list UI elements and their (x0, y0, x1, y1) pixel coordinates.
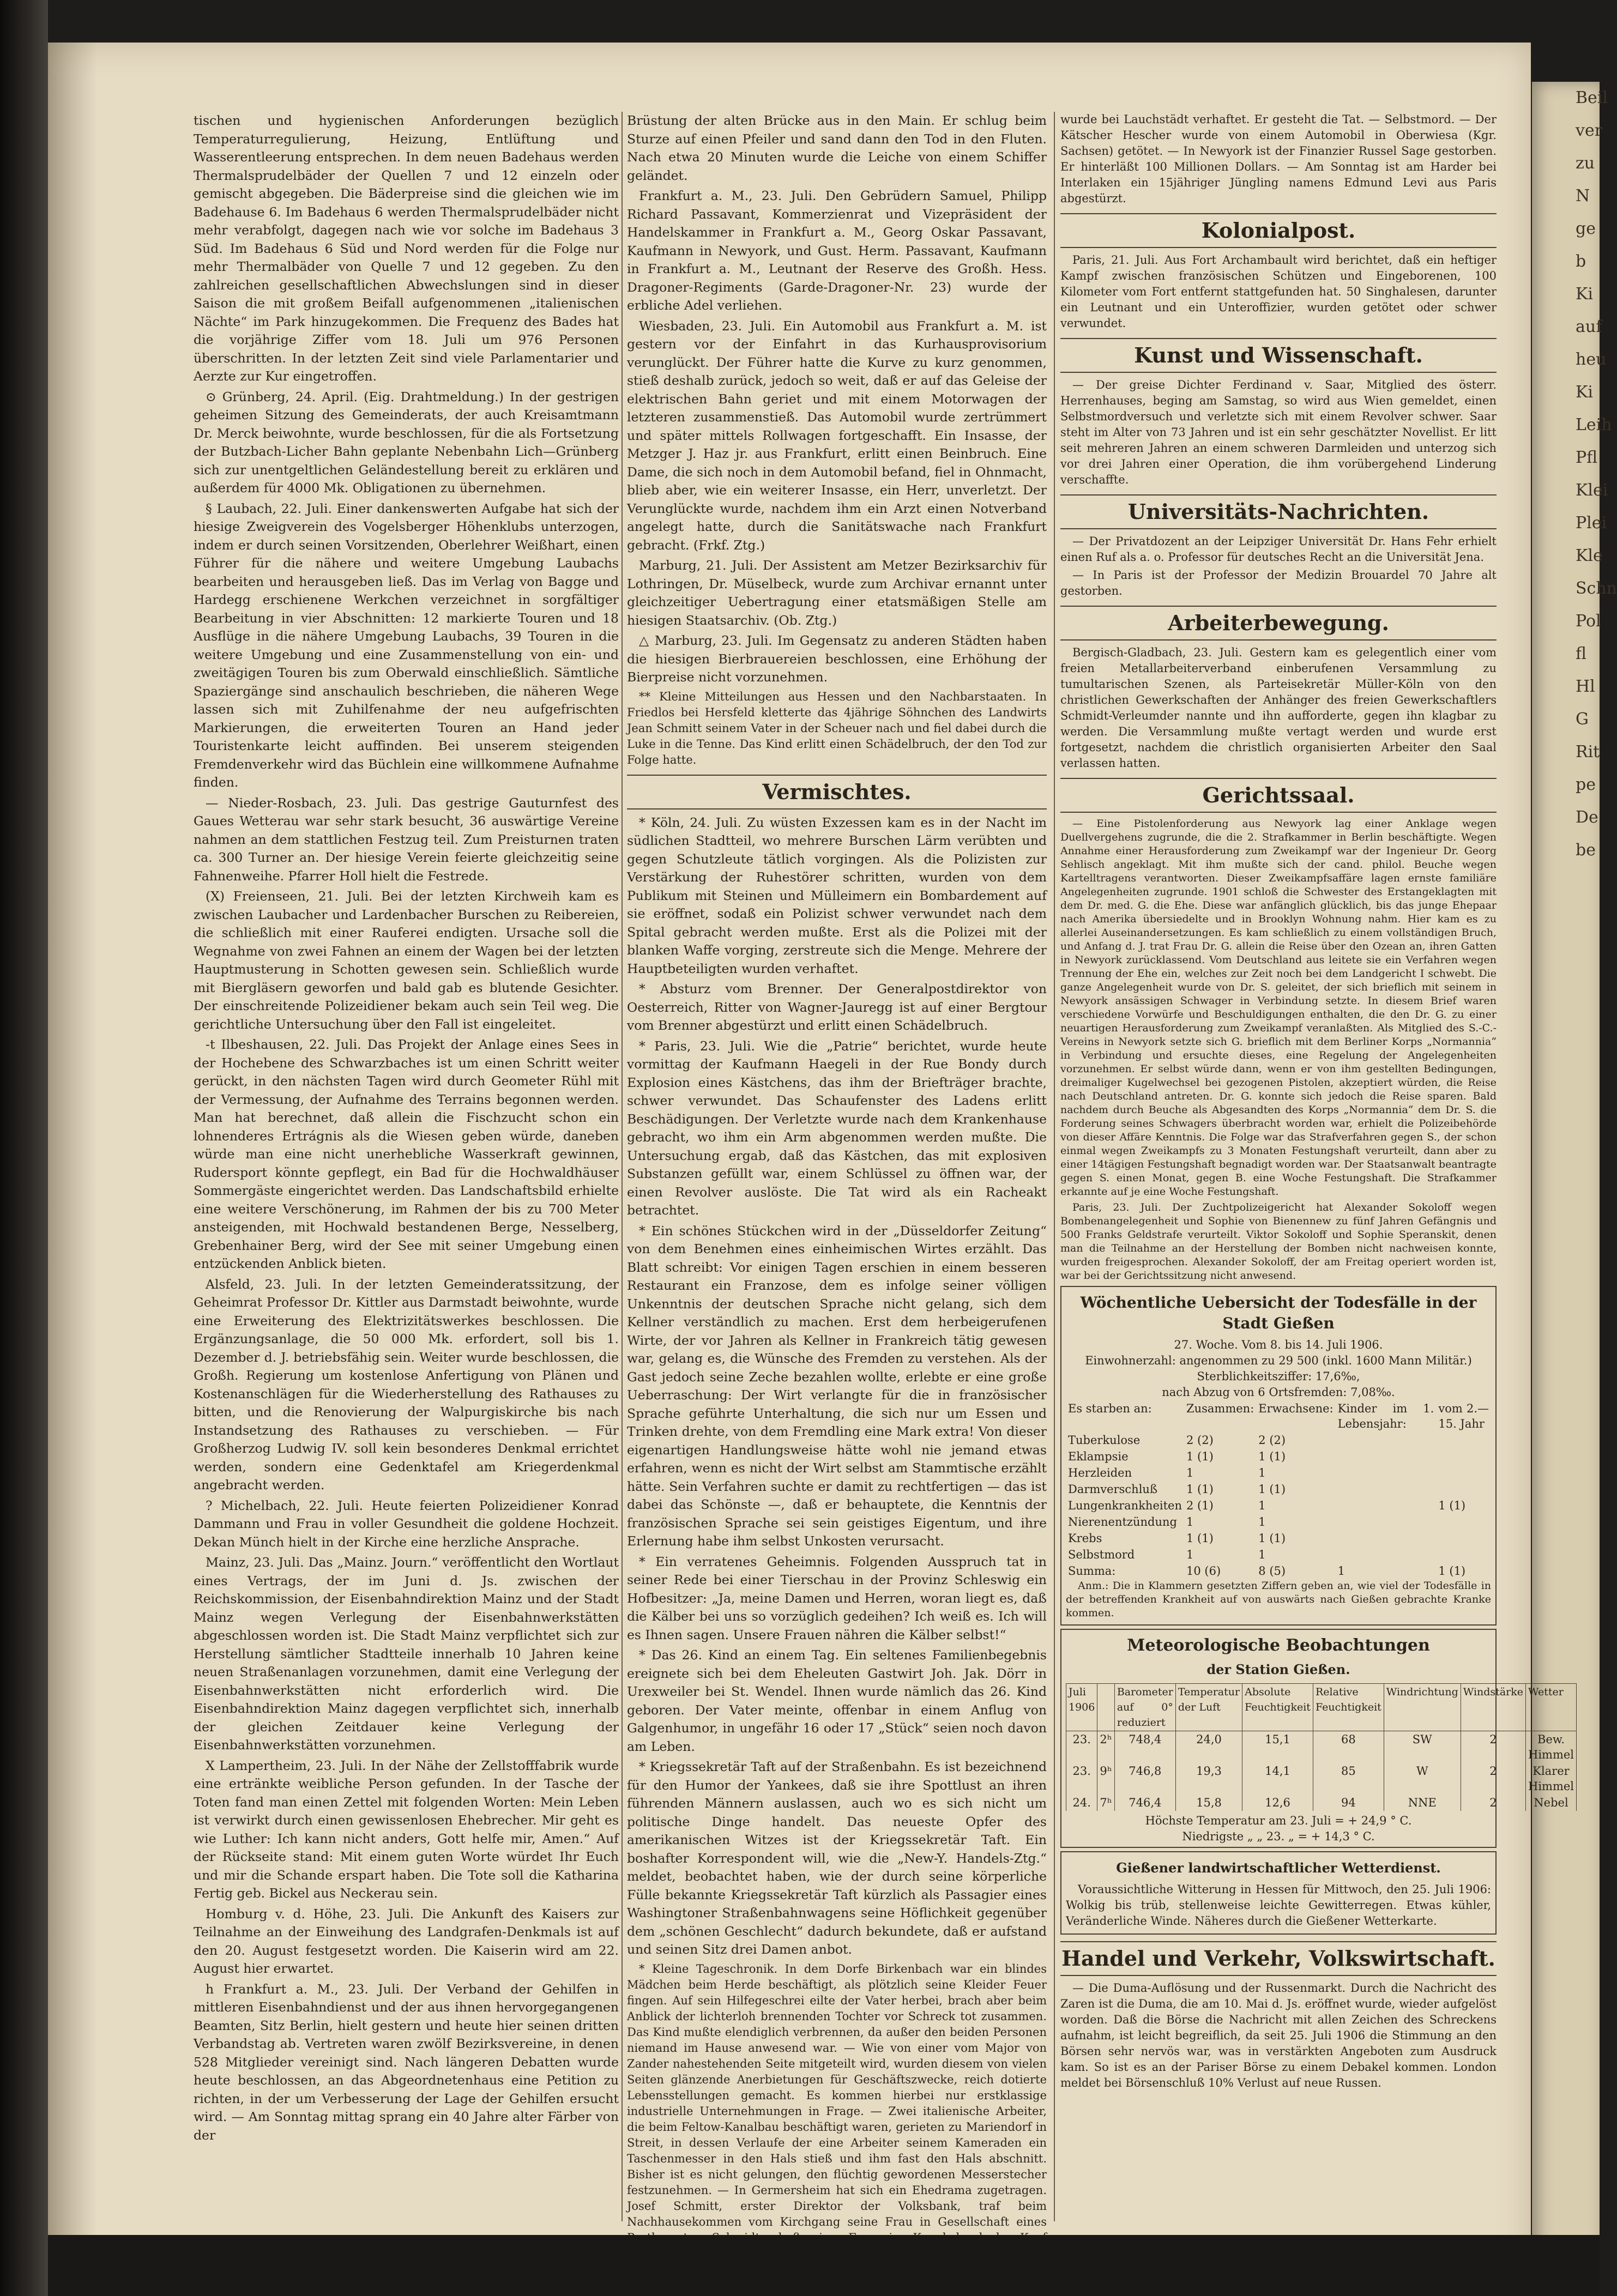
table-header: Absolute Feuchtigkeit (1242, 1684, 1313, 1731)
table-cell: Nierenentzündung (1068, 1515, 1177, 1528)
table-cell: 9ʰ (1097, 1763, 1114, 1794)
article-paragraph: tischen und hygienischen Anforderungen bezüglich Temperaturregulierung, Heizung, Entlüftung und Wasserentleerung entsprechen. In dem neuen Badehaus werden Thermalsprudelbäder der Quellen 7 und 12 einzeln oder gemischt abgegeben. Die Bäderpreise sind die gleichen wie im Badehause 6. Im Badehaus 6 werden Thermalsprudelbäder nicht mehr verabfolgt, dagegen nach wie vor solche im Badehaus 3 Süd. Im Badehaus 6 Süd und Nord werden für die Folge nur mehr Thermalbäder von Quelle 7 und 12 gegeben. Zu den zahlreichen gesellschaftlichen Abwechslungen sind in dieser Saison die mit großem Beifall aufgenommenen „italienischen Nächte“ im Park hinzugekommen. Die Frequenz des Bades hat die vorjährige Ziffer vom 18. Juli um 976 Personen überschritten. In der letzten Zeit sind viele Parlamentarier und Aerzte zur Kur eingetroffen. (194, 113, 619, 384)
adjacent-page-line: Pfl (1576, 448, 1598, 467)
table-header: Windrichtung (1384, 1684, 1461, 1731)
section-heading-vermischtes: Vermischtes. (627, 775, 1047, 809)
table-cell: 1 (1258, 1466, 1266, 1479)
wetterdienst-text: Voraussichtliche Witterung in Hessen für Mittwoch, den 25. Juli 1906: Wolkig bis trüb, stellenweise leichte Gewitterregen. Etwas kühler, Veränderliche Winde. Näheres durch die Gießener Wetterkarte. (1066, 1883, 1491, 1928)
todesfaelle-week: 27. Woche. Vom 8. bis 14. Juli 1906. (1174, 1338, 1383, 1351)
table-cell: 12,6 (1242, 1794, 1313, 1811)
section-heading-gericht: Gerichtssaal. (1060, 778, 1497, 813)
article-paragraph: Paris, 23. Juli. Der Zuchtpolizeigericht hat Alexander Sokoloff wegen Bombenangelegenheit und Sophie von Bienennew zu fünf Jahren Gefängnis und 500 Franks Geldstrafe verurteilt. Viktor Sokoloff und Sophie Speranskit, denen man die Teilnahme an der Herstellung der Bomben nicht nachweisen konnte, wurden freigesprochen. Alexander Sokoloff, der am Freitag operiert worden ist, war bei der Gerichtssitzung nicht anwesend. (1060, 1201, 1497, 1282)
table-header: Kinder im 1. Lebensjahr: (1337, 1402, 1434, 1430)
article-paragraph: △ Marburg, 23. Juli. Im Gegensatz zu anderen Städten haben die hiesigen Bierbrauereien beschlossen, eine Erhöhung der Bierpreise nicht vorzunehmen. (627, 633, 1047, 685)
adjacent-page-line: auf (1576, 317, 1602, 336)
table-cell (1336, 1546, 1437, 1563)
article-paragraph: Paris, 21. Juli. Aus Fort Archambault wird berichtet, daß ein heftiger Kampf zwischen französischen Schützen und Eingeborenen, 100 Kilometer vom Fort entfernt stattgefunden hat. 50 Singhalesen, darunter ein Leutnant und ein Unteroffizier, wurden getötet oder schwer verwundet. (1060, 253, 1497, 330)
table-row (1066, 1530, 1491, 1546)
table-cell: 746,8 (1114, 1763, 1175, 1794)
adjacent-page-line: Kle (1576, 546, 1603, 565)
article-paragraph: — Der Privatdozent an der Leipziger Universität Dr. Hans Fehr erhielt einen Ruf als a. o. Professor für deutsches Recht an die Universität Jena. (1060, 535, 1497, 564)
table-cell (1336, 1514, 1437, 1530)
table-row (1066, 1448, 1491, 1465)
column-1 (194, 112, 619, 2147)
article-paragraph: * Ein verratenes Geheimnis. Folgenden Ausspruch tat in seiner Rede bei einer Tierschau in der Provinz Schleswig ein Hofbesitzer: „Ja, meine Damen und Herren, woran liegt es, daß die Kälber bei uns so vorzüglich gedeihen? Ich weiß es. Ich will es Ihnen sagen. Unsere Frauen nähren die Kälber selbst!“ (627, 1554, 1047, 1642)
table-cell: 19,3 (1175, 1763, 1242, 1794)
column-rule-1 (622, 112, 623, 2221)
adjacent-page-edge (1532, 82, 1617, 2296)
section-heading-universitaet: Universitäts-Nachrichten. (1060, 494, 1497, 529)
article-paragraph: Bergisch-Gladbach, 23. Juli. Gestern kam es gelegentlich einer vom freien Metallarbeiterverband einberufenen Versammlung zu tumultarischen Szenen, als Parteisekretär Müller-Köln von den christlichen Gewerkschaften der Anhänger des freien Gewerkschaftlers Schmidt-Verleumder nannte und ihn aufforderte, gegen ihn klagbar zu werden. Die Versammlung mußte vertagt werden und wurde erst fortgesetzt, nachdem die christlich organisierten Arbeiter den Saal verlassen hatten. (1060, 646, 1497, 770)
meteo-box (1060, 1629, 1574, 1848)
table-cell: 1 (1) (1258, 1450, 1286, 1463)
column-3 (1060, 112, 1574, 2093)
adjacent-page-line: pe (1576, 775, 1596, 794)
section-heading-kunst: Kunst und Wissenschaft. (1060, 338, 1497, 373)
table-cell (1436, 1481, 1491, 1497)
table-cell: Bew. Himmel (1526, 1731, 1577, 1763)
table-header: Windstärke (1461, 1684, 1525, 1731)
article-paragraph: * Das 26. Kind an einem Tag. Ein seltenes Familienbegebnis ereignete sich bei dem Eheleuten Gastwirt Joh. Jak. Dörr in Urexweiler bei St. Wendel. Ihnen wurde nämlich das 26. Kind geboren. Der Vater meinte, offenbar in einem Anflug von Galgenhumor, in ungefähr 16 oder 17 „Stück“ seien noch davon am Leben. (627, 1647, 1047, 1754)
table-cell: 1 (1) (1186, 1483, 1214, 1496)
section-heading-kolonialpost: Kolonialpost. (1060, 213, 1497, 248)
table-cell: 1 (1337, 1564, 1346, 1578)
meteo-min: Niedrigste „ „ 23. „ = + 14,3 ° C. (1182, 1830, 1375, 1843)
table-cell: 1 (1186, 1548, 1194, 1561)
adjacent-page-text (1532, 82, 1617, 867)
page-gutter-shadow (48, 43, 97, 2277)
table-cell: 15,8 (1175, 1794, 1242, 1811)
table-cell: 1 (1) (1438, 1499, 1466, 1512)
table-cell (1436, 1465, 1491, 1481)
table-cell: 1 (1) (1258, 1532, 1286, 1545)
table-cell: 1 (1) (1438, 1564, 1466, 1578)
table-cell: 7ʰ (1097, 1794, 1114, 1811)
article-paragraph: — Die Duma-Auflösung und der Russenmarkt. Durch die Nachricht des Zaren ist die Duma, die am 10. Mai d. Js. eröffnet wurde, wieder aufgelöst worden. Daß die Börse die Nachricht mit allen Zeichen des Schreckens aufnahm, ist leicht begreiflich, da seit 25. Juli 1906 die Stimmung an den Börsen sehr nervös war, was in verstärkten Angeboten zum Ausdruck kam. So ist es an der Pariser Börse zu einem Debakel kommen. London meldet bei Börsenschluß 10% Verlust auf neue Russen. (1060, 1981, 1497, 2089)
adjacent-page-line: Plei (1576, 513, 1607, 533)
todesfaelle-rate: Sterblichkeitsziffer: 17,6‰, (1197, 1370, 1360, 1383)
adjacent-page-line: Beil (1576, 88, 1608, 107)
article-paragraph: * Köln, 24. Juli. Zu wüsten Exzessen kam es in der Nacht im südlichen Stadtteil, wo mehrere Burschen Lärm verübten und gegen Schutzleute tätlich vorgingen. Als die Polizisten zur Verstärkung der Ruhestörer schritten, wurden von dem Publikum mit Steinen und Mülleimern ein Bombardement auf sie eröffnet, sodaß ein Polizist schwer verwundet nach dem Spital gebracht werden mußte. Erst als die Polizei mit der blanken Waffe vorging, zerstreute sich die Menge. Mehrere der Hauptbeteiligten wurden verhaftet. (627, 814, 1047, 976)
article-paragraph: Alsfeld, 23. Juli. In der letzten Gemeinderatssitzung, der Geheimrat Professor Dr. Kittler aus Darmstadt beiwohnte, wurde eine Erweiterung des Elektrizitätswerkes beschlossen. Die Ergänzungsanlage, die 50 000 Mk. erfordert, soll bis 1. Dezember d. J. betriebsfähig sein. Weiter wurde beschlossen, die Großh. Regierung um kostenlose Anfertigung von Plänen und Kostenanschlägen für die Wiederherstellung des Rathauses zu bitten, und die Renovierung der Walpurgiskirche bis nach Instandsetzung des Rathauses zu verschieben. — Für Großherzog Ludwig IV. soll kein besonderes Denkmal errichtet werden, sondern eine Gedenktafel am Kriegerdenkmal angebracht werden. (194, 1276, 619, 1493)
table-header (1097, 1684, 1114, 1731)
table-cell: Klarer Himmel (1526, 1763, 1577, 1794)
table-cell: 746,4 (1114, 1794, 1175, 1811)
article-paragraph: * Ein schönes Stückchen wird in der „Düsseldorfer Zeitung“ von dem Benehmen eines einheimischen Wirtes erzählt. Das Blatt schreibt: Vor einigen Tagen erschien in einem besseren Restaurant ein Franzose, dem es infolge seiner völligen Unkenntnis der deutschen Sprache nicht gelang, sich dem Kellner verständlich zu machen. Erst dem herbeigerufenen Wirte, der vor Jahren als Kellner in Frankreich tätig gewesen war, gelang es, die Wünsche des Fremden zu verstehen. Als der Gast jedoch seine Zeche bezahlen wollte, erlebte er eine große Ueberraschung: Der Wirt verlangte für die in französischer Sprache geführte Unterhaltung, die sich nur um Essen und Trinken drehte, von dem Fremdling eine Mark extra! Von dieser eigenartigen Handlungsweise hätte wohl nie jemand etwas erfahren, wenn es nicht der Wirt selbst am Stammtische erzählt hätte. Sein Verfahren suchte er damit zu rechtfertigen — das ist dabei das Schönste —, daß er behauptete, die Kenntnis der französischen Sprache sei sein geistiges Eigentum, und ihre Erlernung habe ihm selbst Unkosten verursacht. (627, 1223, 1047, 1549)
table-row (1066, 1465, 1491, 1481)
table-header: vom 2.—15. Jahr (1438, 1402, 1489, 1430)
section-heading-arbeiter: Arbeiterbewegung. (1060, 606, 1497, 641)
adjacent-page-line: Hl (1576, 677, 1595, 696)
adjacent-page-line: Ki (1576, 285, 1594, 304)
article-paragraph: Marburg, 21. Juli. Der Assistent am Metzer Bezirksarchiv für Lothringen, Dr. Müselbeck, wurde zum Archivar ernannt unter gleichzeitiger Uebertragung einer etatsmäßigen Stelle am hiesigen Staatsarchiv. (Ob. Ztg.) (627, 558, 1047, 628)
table-cell: Darmverschluß (1068, 1483, 1157, 1496)
adjacent-page-line: N (1576, 186, 1590, 206)
table-row (1066, 1731, 1577, 1763)
table-cell: Krebs (1068, 1532, 1102, 1545)
adjacent-page-line: b (1576, 252, 1586, 271)
article-paragraph: Homburg v. d. Höhe, 23. Juli. Die Ankunft des Kaisers zur Teilnahme an der Einweihung des Landgrafen-Denkmals ist auf den 20. August festgesetzt worden. Die Kaiserin wird am 22. August hier erwartet. (194, 1906, 619, 1976)
article-paragraph: ? Michelbach, 22. Juli. Heute feierten Polizeidiener Konrad Dammann und Frau in voller Gesundheit die goldene Hochzeit. Dekan Münch hielt in der Kirche eine herzliche Ansprache. (194, 1497, 619, 1550)
table-cell: 94 (1313, 1794, 1384, 1811)
table-cell: 10 (6) (1186, 1564, 1221, 1578)
todesfaelle-title: Wöchentliche Uebersicht der Todesfälle in der Stadt Gießen (1080, 1294, 1477, 1332)
adjacent-page-line: Rit (1576, 742, 1600, 762)
table-cell: 1 (1186, 1515, 1194, 1528)
table-cell: 85 (1313, 1763, 1384, 1794)
table-cell: 748,4 (1114, 1731, 1175, 1763)
article-paragraph: — In Paris ist der Professor der Medizin Brouardel 70 Jahre alt gestorben. (1060, 569, 1497, 597)
table-cell: 2 (1461, 1794, 1525, 1811)
table-cell: Tuberkulose (1068, 1434, 1141, 1447)
table-cell: 1 (1258, 1515, 1266, 1528)
table-row (1066, 1514, 1491, 1530)
meteo-subtitle: der Station Gießen. (1206, 1661, 1350, 1677)
table-row (1066, 1432, 1491, 1448)
article-paragraph: * Kriegssekretär Taft auf der Straßenbahn. Es ist bezeichnend für den Humor der Yankees, daß sie ihre Spottlust an ihren führenden Männern auslassen, auch wo es sich nicht um politische Dinge handelt. Das neueste Opfer des amerikanischen Witzes ist der Kriegssekretär Taft. Ein boshafter Korrespondent will, wie die „New-Y. Handels-Ztg.“ meldet, beobachtet haben, wie der durch seine körperliche Fülle bekannte Kriegssekretär Taft kürzlich als Passagier eines Washingtoner Straßenbahnwagens seine Höflichkeit gegenüber dem „schönen Geschlecht“ dadurch bekundete, daß er aufstand und seinen Sitz drei Damen anbot. (627, 1759, 1047, 1957)
table-cell: NNE (1384, 1794, 1461, 1811)
table-cell: 1 (1) (1186, 1450, 1214, 1463)
article-paragraph: ⊙ Grünberg, 24. April. (Eig. Drahtmeldung.) In der gestrigen geheimen Sitzung des Gemeinderats, der auch Kreisamtmann Dr. Merck beiwohnte, wurde beschlossen, für die als Fortsetzung der Butzbach-Licher Bahn geplante Nebenbahn Lich—Grünberg sich zur unentgeltlichen Geländestellung bereit zu erklären und außerdem für 4000 Mk. Obligationen zu übernehmen. (194, 389, 619, 496)
wetterdienst-title: Gießener landwirtschaftlicher Wetterdienst. (1116, 1860, 1441, 1876)
table-header: Barometer auf 0° reduziert (1114, 1684, 1175, 1731)
table-cell (1436, 1546, 1491, 1563)
todesfaelle-table (1066, 1400, 1491, 1579)
table-cell: 1 (1) (1258, 1483, 1286, 1496)
table-row (1066, 1794, 1577, 1811)
table-cell (1436, 1448, 1491, 1465)
adjacent-page-line: heu (1576, 350, 1607, 369)
section-heading-handel: Handel und Verkehr, Volkswirtschaft. (1060, 1941, 1497, 1976)
table-cell: 2ʰ (1097, 1731, 1114, 1763)
article-paragraph: (X) Freienseen, 21. Juli. Bei der letzten Kirchweih kam es zwischen Laubacher und Lardenbacher Burschen zu Reibereien, die schließlich mit einer Rauferei endigten. Ursache soll die Wegnahme von zwei Fahnen an einem der Wagen bei der letzten Hauptmusterung in Schotten gewesen sein. Schließlich wurde mit Biergläsern geworfen und bald gab es blutende Gesichter. Der einschreitende Polizeidiener bekam auch sein Teil weg. Die gerichtliche Untersuchung über den Fall ist eingeleitet. (194, 889, 619, 1032)
bottom-shadow (48, 2235, 1600, 2296)
table-cell: 15,1 (1242, 1731, 1313, 1763)
article-paragraph: Frankfurt a. M., 23. Juli. Den Gebrüdern Samuel, Philipp Richard Passavant, Kommerzienrat und Vizepräsident der Handelskammer in Frankfurt a. M., Georg Oskar Passavant, Kaufmann in Newyork, und Gust. Herm. Passavant, Kaufmann in Frankfurt a. M., Leutnant der Reserve des Großh. Hess. Dragoner-Regiments (Garde-Dragoner-Nr. 23) wurde der erbliche Adel verliehen. (627, 188, 1047, 313)
article-paragraph: ** Kleine Mitteilungen aus Hessen und den Nachbarstaaten. In Friedlos bei Hersfeld kletterte das 4jährige Söhnchen des Landwirts Jean Schmitt seinem Vater in der Scheuer nach und fiel dabei durch die Luke in die Tenne. Das Kind erlitt einen Schädelbruch, der den Tod zur Folge hatte. (627, 690, 1047, 766)
article-paragraph: wurde bei Lauchstädt verhaftet. Er gesteht die Tat. — Selbstmord. — Der Kätscher Hescher wurde von einem Automobil in Oberwiesa (Kgr. Sachsen) getötet. — In Newyork ist der Finanzier Russel Sage gestorben. Er hinterläßt 100 Millionen Dollars. — Am Sonntag ist am Harder bei Interlaken ein 15jähriger Jüngling namens Edmund Levi aus Paris abgestürzt. (1060, 113, 1497, 205)
article-paragraph: * Paris, 23. Juli. Wie die „Patrie“ berichtet, wurde heute vormittag der Kaufmann Haegeli in der Rue Bondy durch Explosion eines Kästchens, das ihm der Briefträger brachte, schwer verwundet. Das Schaufenster des Ladens erlitt Beschädigungen. Der Verletzte wurde nach dem Krankenhause gebracht, wo ihm ein Arm abgenommen werden mußte. Die Untersuchung ergab, daß das Kästchen, das mit explosiven Substanzen gefüllt war, einem Schlüssel zu öffnen war, der einen Revolver auslöste. Die Tat wird als ein Racheakt betrachtet. (627, 1038, 1047, 1218)
article-paragraph: * Kleine Tageschronik. In dem Dorfe Birkenbach war ein blindes Mädchen beim Herde beschäftigt, als plötzlich seine Kleider Feuer fingen. Auf sein Hilfegeschrei eilte der Vater herbei, brach aber beim Anblick der lichterloh brennenden Tochter vor Schreck tot zusammen. Das Kind mußte elendiglich verbrennen, da außer den beiden Personen niemand im Hause anwesend war. — Wie von einer vom Major von Zander nahestehenden Seite mitgeteilt wird, wurden diesem von vielen Seiten glänzende Anerbietungen für Geschäftszwecke, reich dotierte Lebensstellungen gemacht. Es kommen hierbei nur erstklassige industrielle Unternehmungen in Frage. — Zwei italienische Arbeiter, die beim Feltow-Kanalbau beschäftigt waren, gerieten zu Mariendorf in Streit, in dessen Verlaufe der eine Arbeiter seinem Kameraden ein Taschenmesser in den Hals stieß und ihm fast den Hals abschnitt. Bisher ist es nicht gelungen, den flüchtig gewordenen Messerstecher festzunehmen. — In Germersheim hat sich ein Ehedrama zugetragen. Josef Schmitt, erster Direktor der Volksbank, traf beim Nachhausekommen vom Kirchgang seine Frau in Gesellschaft eines (627, 1962, 1047, 2228)
table-cell (1336, 1465, 1437, 1481)
article-paragraph: -t Ilbeshausen, 22. Juli. Das Projekt der Anlage eines Sees in der Hochebene des Schwarzbaches ist um einen Schritt weiter gerückt, in den nächsten Tagen wird durch Geometer Rühl mit der Vermessung, der Aufnahme des Terrains begonnen werden. Man hat berechnet, daß allein die Fischzucht schon ein lohnenderes Ertrágnis als die Wiesen geben würde, daneben würde man eine nicht unerhebliche Wasserkraft gewinnen, Rudersport könnte gepflegt, ein Bad für die Hochwaldhäuser Sommergäste eingerichtet werden. Das Landschaftsbild erhielte eine weitere Verschönerung, im Rahmen der bis zu 700 Meter ansteigenden, mit Hochwald bestandenen Berge, Nesselberg, Grebenhainer Berg, wird der See mit seiner Umgebung einen entzückenden Anblick bieten. (194, 1037, 619, 1271)
table-cell (1436, 1514, 1491, 1530)
todesfaelle-rate-adjusted: nach Abzug von 6 Ortsfremden: 7,08‰. (1162, 1386, 1395, 1399)
table-cell: 14,1 (1242, 1763, 1313, 1794)
table-cell: W (1384, 1763, 1461, 1794)
wetterdienst-box (1060, 1851, 1497, 1935)
table-cell (1436, 1432, 1491, 1448)
todesfaelle-box (1060, 1286, 1497, 1626)
table-cell: 2 (2) (1186, 1434, 1214, 1447)
table-row (1066, 1563, 1491, 1579)
adjacent-page-line: Ki (1576, 383, 1594, 402)
table-cell: 1 (1258, 1548, 1266, 1561)
table-cell: SW (1384, 1731, 1461, 1763)
table-cell: 68 (1313, 1731, 1384, 1763)
table-cell: Nebel (1526, 1794, 1577, 1811)
column-rule-2 (1054, 112, 1055, 2221)
adjacent-page-line: zu (1576, 154, 1595, 173)
article-paragraph: — Der greise Dichter Ferdinand v. Saar, Mitglied des österr. Herrenhauses, beging am Samstag, so wird aus Wien gemeldet, einen Selbstmordversuch und verletzte sich mit einem Revolver schwer. Saar steht im Alter von 73 Jahren und ist ein sehr geschätzter Novellist. Er litt seit mehreren Jahren an einem schweren Darmleiden und unterzog sich vor drei Jahren einer Operation, die ihm vorübergehend Linderung verschaffte. (1060, 378, 1497, 486)
table-header: Es starben an: (1068, 1402, 1152, 1415)
table-cell (1336, 1530, 1437, 1546)
table-cell: 24. (1066, 1794, 1097, 1811)
table-cell: Herzleiden (1068, 1466, 1132, 1479)
article-paragraph: Wiesbaden, 23. Juli. Ein Automobil aus Frankfurt a. M. ist gestern vor der Einfahrt in das Kurhausprovisorium verunglückt. Der Führer hatte die Kurve zu kurz genommen, stieß deshalb zurück, jedoch so weit, daß er auf das Geleise der elektrischen Bahn geriet und mit einem Motorwagen der letzteren zusammenstieß. Das Automobil wurde zertrümmert und später mittels Rollwagen fortgeschafft. Ein Insasse, der Metzger J. Haz jr. aus Frankfurt, erlitt einen Beinbruch. Eine Dame, die sich noch in dem Automobil befand, fiel in Ohnmacht, blieb aber, wie ein weiterer Insasse, ein Herr, unverletzt. Der Verunglückte wurde, nachdem ihm ein Arzt einen Notverband angelegt hatte, durch die Sanitätswache nach Frankfurt gebracht. (Frkf. Ztg.) (627, 318, 1047, 553)
table-header: Erwachsene: (1258, 1402, 1334, 1415)
meteo-title: Meteorologische Beobachtungen (1127, 1636, 1430, 1655)
table-cell: 1 (1) (1186, 1532, 1214, 1545)
table-row (1066, 1481, 1491, 1497)
article-paragraph: h Frankfurt a. M., 23. Juli. Der Verband der Gehilfen in mittleren Eisenbahndienst und der aus ihnen hervorgegangenen Beamten, Sitz Berlin, hielt gestern und heute hier seinen dritten Verbandstag ab. Vertreten waren zwölf Bezirksvereine, in denen 528 Mitglieder vereinigt sind. Nach längeren Debatten wurde heute beschlossen, an das Abgeordnetenhaus eine Petition zu richten, in der um Verbesserung der Lage der Gehilfen ersucht wird. — Am Sonntag mittag sprang ein 40 Jahre alter Färber von der (194, 1981, 619, 2143)
article-paragraph: X Lampertheim, 23. Juli. In der Nähe der Zellstofffabrik wurde eine ertränkte weibliche Person gefunden. In der Tasche der Toten fand man einen Zettel mit folgenden Worten: Mein Leben ist verwirkt durch einen gewissenlosen Ehebrecher. Mir geht es wie Luther: Ich kann nicht anders, Gott helfe mir, Amen.“ Auf der Rückseite stand: Mit einem guten Worte würdet Ihr Euch und mir die Schande erspart haben. Die Tote soll die Katharina Fertig geb. Bickel aus Neckerau sein. (194, 1757, 619, 1901)
table-cell: Lungenkrankheiten (1068, 1499, 1182, 1512)
table-cell: 8 (5) (1258, 1564, 1286, 1578)
table-header: Zusammen: (1186, 1402, 1254, 1415)
article-paragraph: Brüstung der alten Brücke aus in den Main. Er schlug beim Sturze auf einen Pfeiler und sand dann den Tod in den Fluten. Nach etwa 20 Minuten wurde die Leiche von einem Schiffer geländet. (627, 113, 1047, 183)
adjacent-page-line: Pol (1576, 612, 1601, 631)
table-cell: 23. (1066, 1731, 1097, 1763)
article-paragraph: — Eine Pistolenforderung aus Newyork lag einer Anklage wegen Duellvergehens zugrunde, die die 2. Strafkammer in Berlin beschäftigte. Wegen Annahme einer Herausforderung zum Zweikampf war der Ingenieur Dr. Georg Sehlisch angeklagt. Mit ihm mußte sich der cand. philol. Beuche wegen Kartelltragens verantworten. Dieser Zweikampfsaffäre lagen ernste familiäre Angelegenheiten zugrunde. 1901 schloß die Schwester des Erstangeklagten mit dem Dr. med. G. die Ehe. Diese war anfänglich glücklich, bis das junge Ehepaar nach Amerika übersiedelte und in Brooklyn Wohnung nahm. Hier kam es zu allerlei Auseinandersetzungen. Es kam schließlich zu einem vollständigen Bruch, und Anfang d. J. trat Frau Dr. G. allein die Reise über den Ozean an, ihren Gatten in Newyork zurücklassend. Vom Deutschland aus leitete sie ein Verfahren wegen Trennung der Ehe ein, welches zur Zeit noch bei dem Landgericht I schwebt. Die ganze Angelegenheit wurde von Dr. S. geleitet, der sich brieflich mit seinem in Newyork ansässigen Schwager in Verbindung setzte. In diesem Brief waren verschiedene Vorwürfe und Beschuldigungen enthalten, die den Dr. G. zu einer neuartigen Herausforderung zum Zweikampf veranlaßten. Als Mitglied des S.-C.-Vereins in Newyork setzte sich G. brieflich mit dem Berliner Korps „Normannia“ in Verbindung und ersuchte dieses, eine Regelung der Angelegenheiten vorzunehmen. Er selbst würde dann, wenn er von ihm gestellten Bedingungen, dreimaliger Kugelwechsel bei gezogenen Pistolen, akzeptiert würden, die Reise nach Deutschland antreten. Dr. G. konnte sich jedoch die Reise sparen. Bald nachdem durch Beuche als Abgesandten des Korps „Normannia“ dem Dr. S. die Forderung seines Schwagers überbracht worden war, erhielt die Polizeibehörde von dieser Affäre Kenntnis. Die Folge war das Strafverfahren gegen S., der schon einmal wegen Zweikampfs zu 3 Monaten Festungshaft verurteilt, dann aber zu einer 14tägigen Festungshaft begnadigt worden war. Der Staatsanwalt beantragte gegen S. einen Monat, gegen B. eine Woche Festungshaft. Die Strafkammer erkannte auf je eine Woche Festungshaft. (1060, 818, 1497, 1198)
todesfaelle-population: Einwohnerzahl: angenommen zu 29 500 (inkl. 1600 Mann Militär.) (1085, 1354, 1472, 1367)
table-row (1066, 1546, 1491, 1563)
table-cell: 23. (1066, 1763, 1097, 1794)
table-cell: 2 (2) (1258, 1434, 1286, 1447)
article-paragraph: * Absturz vom Brenner. Der Generalpostdirektor von Oesterreich, Ritter von Wagner-Jauregg ist auf einer Bergtour vom Brenner abgestürzt und erlitt einen Schädelbruch. (627, 981, 1047, 1033)
table-cell (1436, 1530, 1491, 1546)
meteo-table (1066, 1683, 1577, 1811)
table-cell: 1 (1186, 1466, 1194, 1479)
table-cell: Selbstmord (1068, 1548, 1135, 1561)
meteo-max: Höchste Temperatur am 23. Juli = + 24,9 ° C. (1145, 1814, 1412, 1827)
table-cell (1336, 1481, 1437, 1497)
table-header: Juli 1906 (1066, 1684, 1097, 1731)
adjacent-page-line: Schn (1576, 579, 1617, 598)
adjacent-page-line: Klei (1576, 481, 1608, 500)
adjacent-page-line: De (1576, 808, 1598, 827)
table-row (1066, 1497, 1491, 1514)
article-paragraph: § Laubach, 22. Juli. Einer dankenswerten Aufgabe hat sich der hiesige Zweigverein des Vogelsberger Höhenklubs unterzogen, indem er durch seinen Vorsitzenden, Oberlehrer Weißhart, einen Führer für die nähere und weitere Umgebung Laubachs bearbeiten und herausgeben ließ. Das im Verlag von Bagge und Hardegg erschienene Werkchen verzeichnet in sorgfältiger Bearbeitung in vier Abschnitten: 12 markierte Touren und 18 Ausflüge in die nähere Umgebung Laubachs, 39 Touren in die weitere Umgebung und eine Zusammenstellung von ein- und zweitägigen Touren bis zum Oberwald einschließlich. Sämtliche Spaziergänge sind anschaulich beschrieben, die näheren Wege lassen sich mit Zuhilfenahme der neu aufgefrischten Markierungen, die erweiterten Touren an Hand jeder Touristenkarte leicht auffinden. Bei unserem steigenden Fremdenverkehr wird das Büchlein eine willkommene Aufnahme finden. (194, 500, 619, 790)
table-cell: 2 (1461, 1763, 1525, 1794)
table-cell: Summa: (1068, 1564, 1116, 1578)
table-cell: 1 (1258, 1499, 1266, 1512)
table-cell: Eklampsie (1068, 1450, 1129, 1463)
table-header: Relative Feuchtigkeit (1313, 1684, 1384, 1731)
table-cell: 2 (1) (1186, 1499, 1214, 1512)
table-cell (1336, 1448, 1437, 1465)
table-header: Wetter (1526, 1684, 1577, 1731)
table-cell: 24,0 (1175, 1731, 1242, 1763)
adjacent-page-line: fl (1576, 644, 1587, 663)
article-paragraph: — Nieder-Rosbach, 23. Juli. Das gestrige Gauturnfest des Gaues Wetterau war sehr stark besucht, 36 auswärtige Vereine nahmen an dem stattlichen Festzug teil. Zum Preisturnen traten ca. 300 Turner an. Der hiesige Verein feierte gleichzeitig seine Fahnenweihe. Pfarrer Holl hielt die Festrede. (194, 795, 619, 884)
article-paragraph: Mainz, 23. Juli. Das „Mainz. Journ.“ veröffentlicht den Wortlaut eines Vertrags, der im Juni d. Js. zwischen der Reichskommission, der Eisenbahndirektion Mainz und der Stadt Mainz wegen Verlegung der Eisenbahnwerkstätten abgeschlossen worden ist. Die Stadt Mainz verpflichtet sich zur Herstellung sämtlicher Stadtteile innerhalb 10 Jahren keine neuen Straßenanlagen vorzunehmen, damit eine Verlegung der Eisenbahnwerkstätten nicht erforderlich wird. Die Eisenbahndirektion Mainz dagegen verpflichtet sich, innerhalb der gleichen Zeitdauer keine Verlegung der Eisenbahnwerkstätten vorzunehmen. (194, 1555, 619, 1753)
adjacent-page-line: ge (1576, 219, 1596, 238)
column-2 (627, 112, 1047, 2280)
table-cell (1336, 1432, 1437, 1448)
adjacent-page-line: Leih (1576, 415, 1612, 434)
table-cell (1336, 1497, 1437, 1514)
binding-shadow-left (0, 0, 48, 2296)
adjacent-page-line: G (1576, 710, 1589, 729)
adjacent-page-line: be (1576, 841, 1596, 860)
adjacent-page-line: ver (1576, 121, 1603, 140)
table-cell: 2 (1461, 1731, 1525, 1763)
table-row (1066, 1763, 1577, 1794)
todesfaelle-note: Anm.: Die in Klammern gesetzten Ziffern geben an, wie viel der Todesfälle in der betreffenden Krankheit auf von auswärts nach Gießen gebrachte Kranke kommen. (1066, 1580, 1491, 1619)
table-header: Temperatur der Luft (1175, 1684, 1242, 1731)
